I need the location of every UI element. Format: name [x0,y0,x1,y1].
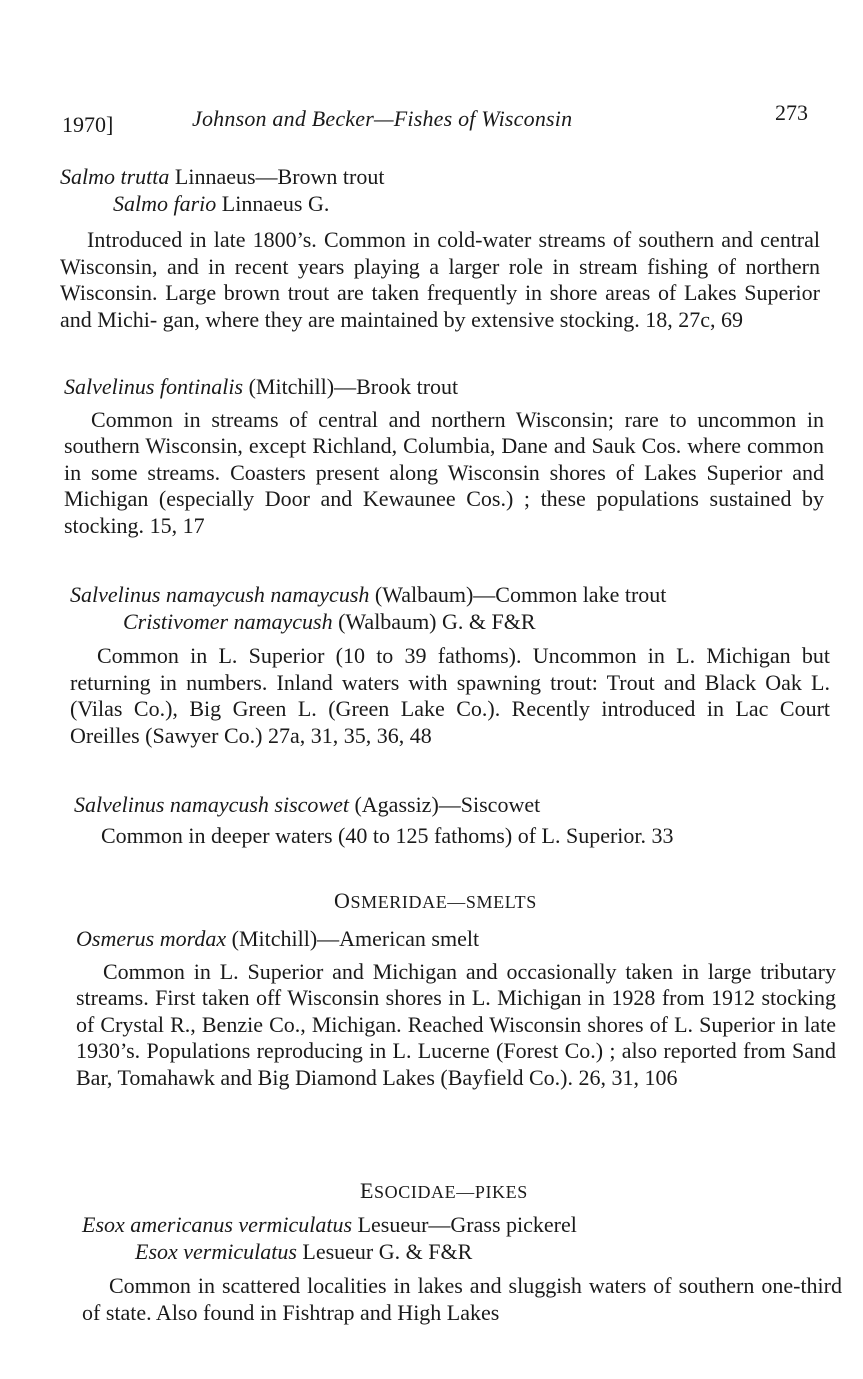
running-title: Johnson and Becker—Fishes of Wisconsin [192,106,573,131]
species-description: Common in deeper waters (40 to 125 fathoms) of L. Superior. 33 [101,822,674,848]
species-description: Introduced in late 1800’s. Common in cold-water streams of southern and central Wisconsin, and in recent years playing a larger role in stream fishing of northern Wisconsin. Large brown trout are taken frequently in shore areas of Lakes Superior and Michi- gan, where they are maintained by extensive stocking. 18, 27c, 69 [60,227,821,332]
species-entry-brown-trout [60,164,820,333]
species-heading: Salmo trutta Linnaeus—Brown trout [60,164,385,189]
synonym-line: Salmo fario Linnaeus G. [113,190,330,216]
species-heading: Salvelinus fontinalis (Mitchill)—Brook trout [64,374,459,399]
species-entry-grass-pickerel [82,1212,842,1326]
species-entry-brook-trout [64,374,824,539]
species-description: Common in L. Superior (10 to 39 fathoms). Uncommon in L. Michigan but returning in numbers. Inland waters with spawning trout: Trout and Black Oak L. (Vilas Co.), Big Green L. (Green Lake Co.). Recently introduced in Lac Court Oreilles (Sawyer Co.) 27a, 31, 35, 36, 48 [70,643,831,748]
running-header [60,100,812,137]
page-number: 273 [775,100,808,125]
species-heading: Osmerus mordax (Mitchill)—American smelt [76,926,480,951]
family-heading-esocidae: ESOCIDAE—PIKES [360,1178,528,1203]
synonym-line: Cristivomer namaycush (Walbaum) G. & F&R [123,608,536,634]
family-heading-osmeridae: OSMERIDAE—SMELTS [334,888,537,913]
species-heading: Salvelinus namaycush siscowet (Agassiz)—Siscowet [74,792,541,817]
header-year: 1970] [62,112,114,137]
species-entry-common-lake-trout [70,582,830,749]
species-description: Common in streams of central and northern Wisconsin; rare to uncommon in southern Wisconsin, except Richland, Columbia, Dane and Sauk Cos. where common in some streams. Coasters present along Wisconsin shores of Lakes Superior and Michigan (especially Door and Kewaunee Cos.) ; these populations sustained by stocking. 15, 17 [64,406,825,538]
species-entry-american-smelt [76,926,836,1091]
synonym-line: Esox vermiculatus Lesueur G. & F&R [135,1238,473,1264]
species-entry-siscowet [74,792,834,849]
species-description: Common in L. Superior and Michigan and occasionally taken in large tributary streams. First taken off Wisconsin shores in L. Michigan in 1928 from 1912 stocking of Crystal R., Benzie Co., Michigan. Reached Wisconsin shores of L. Superior in late 1930’s. Populations reproducing in L. Lucerne (Forest Co.) ; also reported from Sand Bar, Tomahawk and Big Diamond Lakes (Bayfield Co.). 26, 31, 106 [76,958,837,1090]
species-heading: Salvelinus namaycush namaycush (Walbaum)—Common lake trout [70,582,667,607]
species-heading: Esox americanus vermiculatus Lesueur—Grass pickerel [82,1212,577,1237]
species-description: Common in scattered localities in lakes and sluggish waters of southern one-third of state. Also found in Fishtrap and High Lakes [82,1273,842,1325]
